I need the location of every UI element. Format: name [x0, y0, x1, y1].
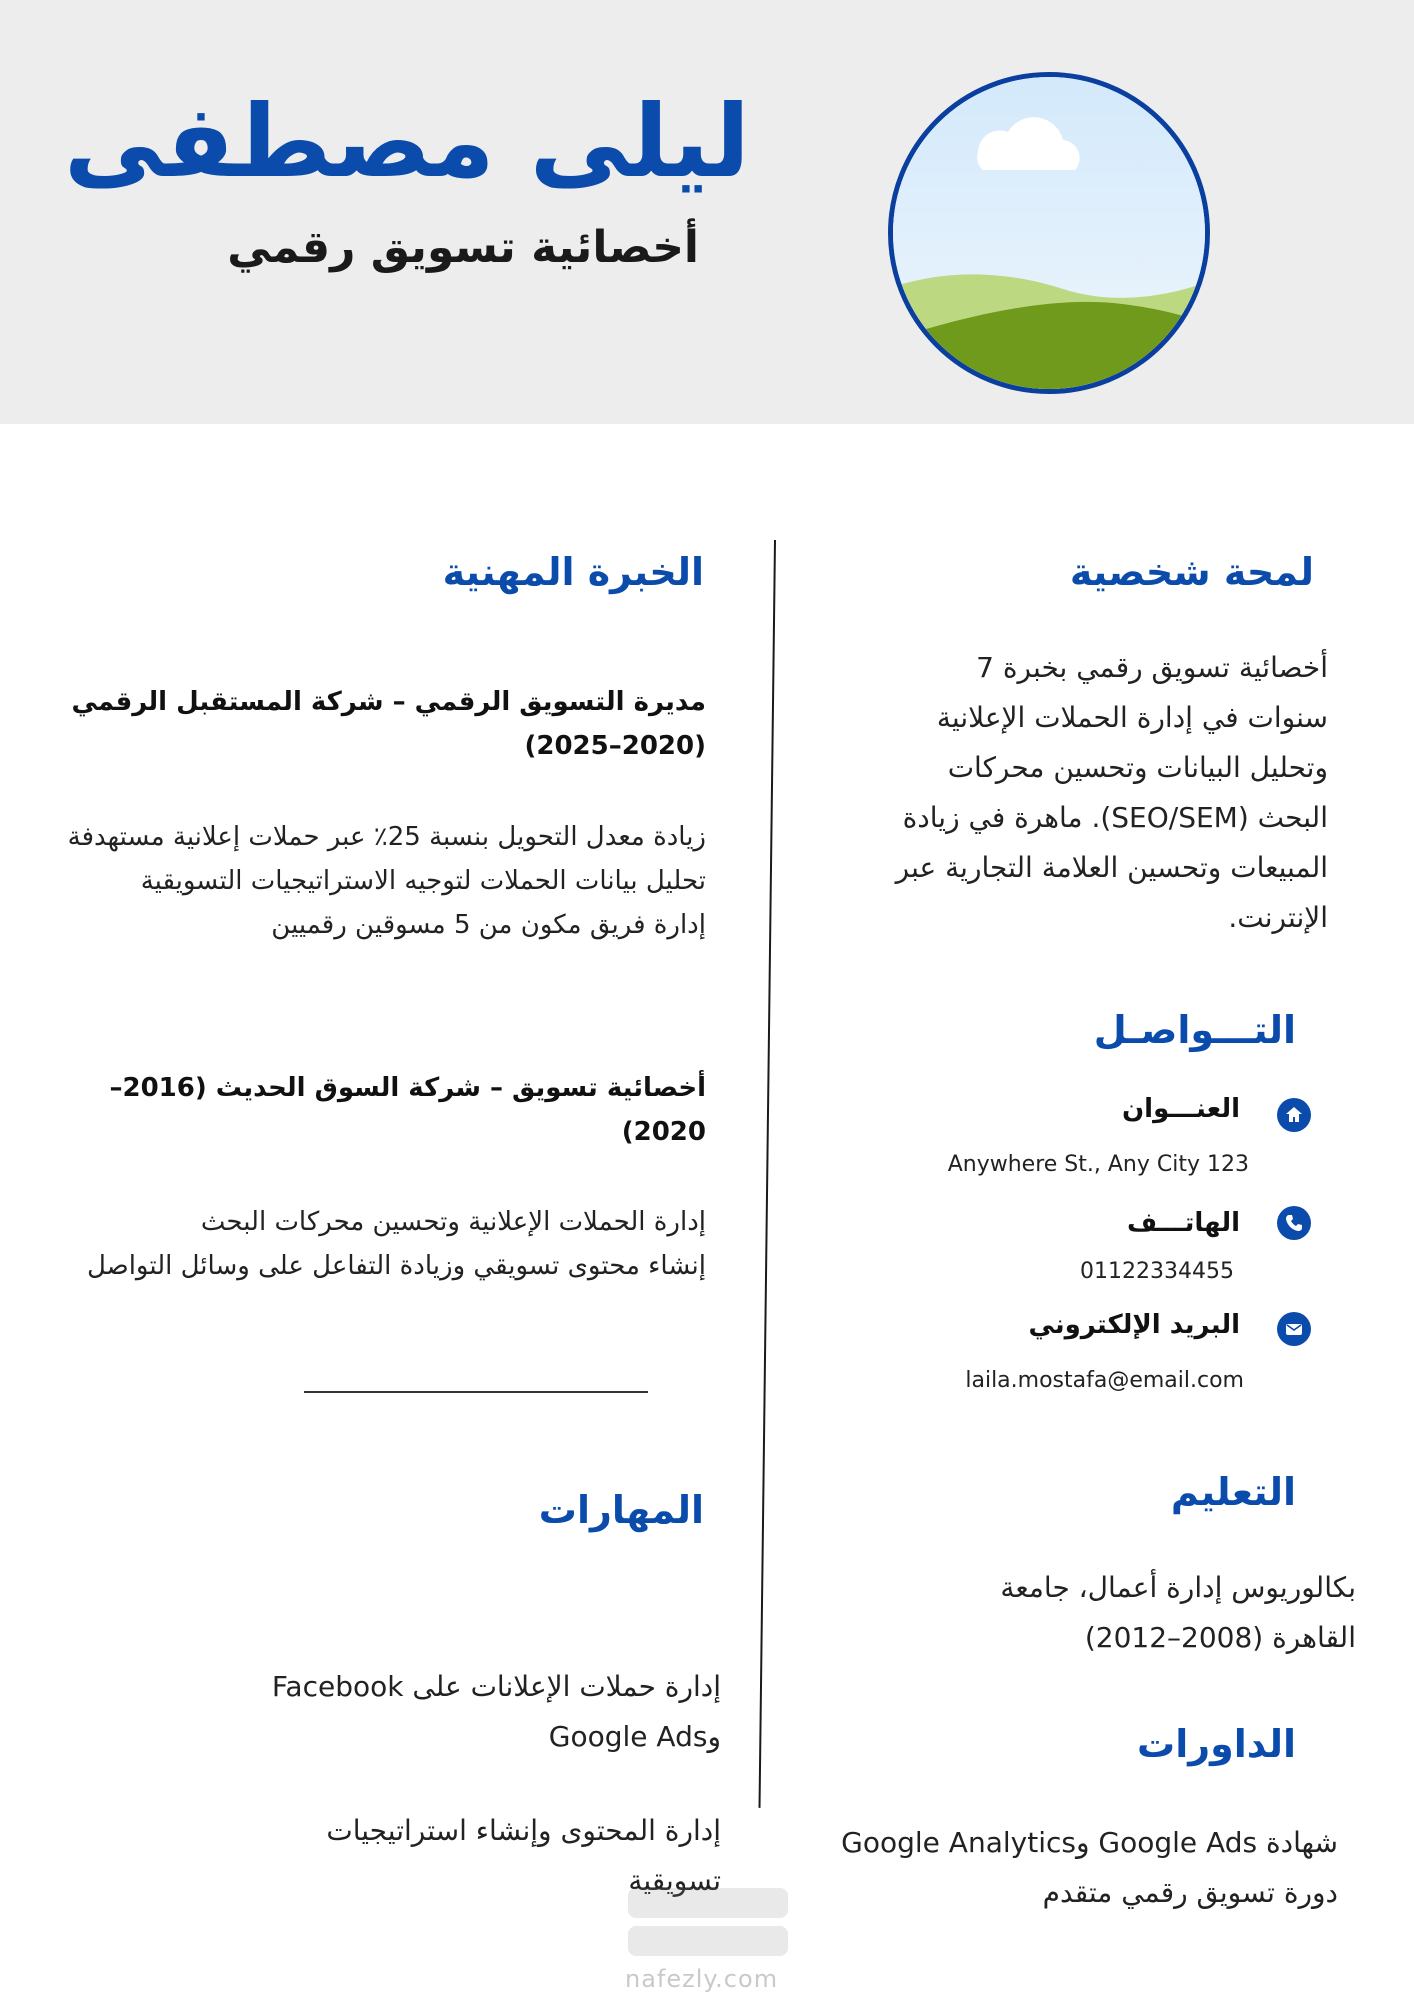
job-bullets [46, 815, 706, 947]
job-bullet: إنشاء محتوى تسويقي وزيادة التفاعل على وسائل التواصل [86, 1251, 706, 1281]
landscape-placeholder-icon [893, 77, 1205, 389]
education-text [896, 1563, 1356, 1663]
contact-title: التـــواصـل [1093, 1008, 1296, 1052]
profile-photo [888, 72, 1210, 394]
education-line: بكالوريوس إدارة أعمال، جامعة [1000, 1571, 1356, 1604]
job-heading: أخصائية تسويق – شركة السوق الحديث (2016–2020) [109, 1073, 706, 1147]
job-bullets [46, 1200, 706, 1288]
job-title: أخصائية تسويق رقمي [227, 222, 699, 273]
profile-line: وتحليل البيانات وتحسين محركات [947, 751, 1328, 784]
home-icon [1277, 1098, 1311, 1132]
job-bullet: زيادة معدل التحويل بنسبة 25٪ عبر حملات إعلانية مستهدفة [67, 822, 706, 852]
phone-icon [1277, 1206, 1311, 1240]
job-bullet: إدارة الحملات الإعلانية وتحسين محركات البحث [200, 1207, 706, 1237]
skills-list [241, 1662, 721, 1906]
person-name: ليلى مصطفى [63, 83, 750, 200]
profile-line: المبيعات وتحسين العلامة التجارية عبر [895, 851, 1328, 884]
profile-line: البحث (SEO/SEM). ماهرة في زيادة [902, 801, 1328, 834]
address-label: العنـــوان [1121, 1094, 1240, 1124]
profile-title: لمحة شخصية [1069, 550, 1314, 594]
skill-item: إدارة المحتوى وإنشاء استراتيجيات تسويقية [326, 1814, 721, 1897]
skill-item: إدارة حملات الإعلانات على Facebook وGoogle Ads [271, 1670, 721, 1753]
job-bullet: إدارة فريق مكون من 5 مسوقين رقميين [271, 910, 706, 940]
column-divider [759, 540, 776, 1808]
watermark-text: nafezly.com [625, 1965, 779, 1993]
job-bullet: تحليل بيانات الحملات لتوجيه الاستراتيجيات التسويقية [140, 866, 706, 896]
phone-value: 01122334455 [1080, 1259, 1234, 1284]
section-divider [304, 1391, 648, 1393]
phone-label: الهاتـــف [1127, 1208, 1240, 1238]
address-value: Anywhere St., Any City 123 [947, 1152, 1249, 1177]
course-line: شهادة Google Ads وGoogle Analytics [841, 1826, 1338, 1859]
courses-text [778, 1818, 1338, 1918]
education-line: القاهرة (2008–2012) [1084, 1621, 1356, 1654]
job-heading: مديرة التسويق الرقمي – شركة المستقبل الرقمي (2020–2025) [71, 687, 706, 761]
profile-line: أخصائية تسويق رقمي بخبرة 7 [976, 651, 1328, 684]
education-title: التعليم [1170, 1470, 1296, 1514]
email-value: laila.mostafa@email.com [965, 1368, 1244, 1393]
profile-line: الإنترنت. [1228, 901, 1328, 934]
experience-title: الخبرة المهنية [442, 550, 704, 594]
courses-title: الداورات [1137, 1722, 1296, 1766]
skills-title: المهارات [538, 1488, 704, 1532]
email-label: البريد الإلكتروني [1028, 1310, 1240, 1340]
profile-text [798, 643, 1328, 943]
profile-line: سنوات في إدارة الحملات الإعلانية [936, 701, 1328, 734]
course-line: دورة تسويق رقمي متقدم [1042, 1876, 1338, 1909]
email-icon [1277, 1312, 1311, 1346]
